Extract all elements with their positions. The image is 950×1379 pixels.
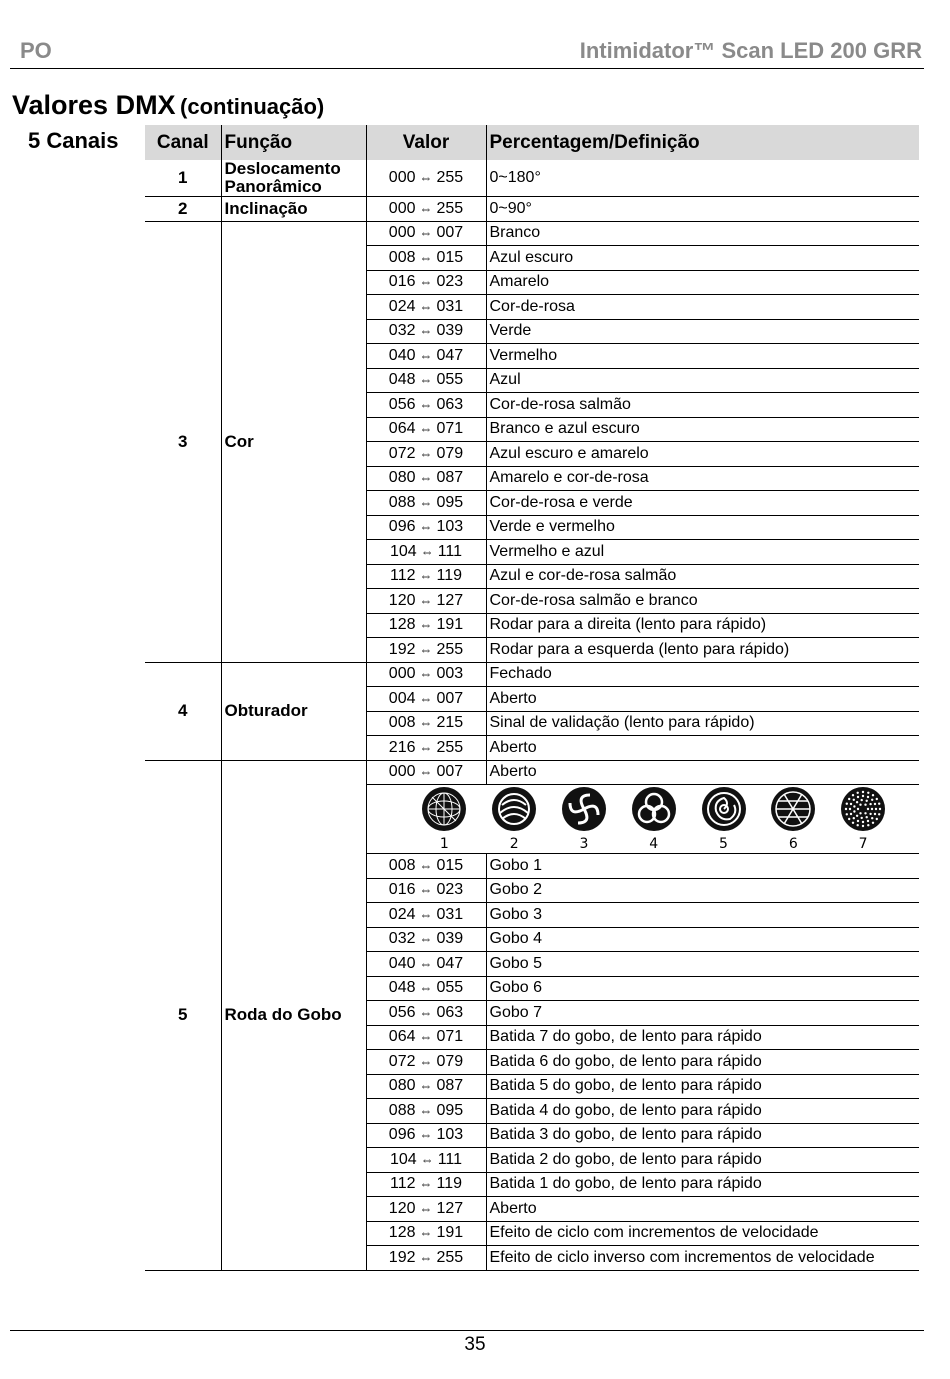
range-arrow-icon: ⇔ [419,1004,433,1020]
gobo-number: 2 [509,836,519,852]
range-start: 000 [388,763,416,781]
range-end: 007 [436,689,464,707]
header-language: PO [20,38,52,63]
dmx-value-range [366,393,486,418]
column-header-funcao: Função [221,125,366,160]
range-arrow-icon: ⇔ [419,396,433,412]
range-end: 003 [436,665,464,683]
dmx-values-table [145,125,919,1271]
channel-number: 1 [145,160,221,197]
value-definition: 0~90° [486,197,919,222]
range-arrow-icon: ⇔ [419,764,433,780]
value-definition: Verde [486,319,919,344]
dmx-value-range [366,1099,486,1124]
range-end: 095 [436,1101,464,1119]
value-definition: Vermelho e azul [486,540,919,565]
gobo-number: 5 [719,836,728,852]
range-arrow-icon: ⇔ [420,1151,434,1167]
range-start: 192 [388,1248,416,1266]
range-start: 056 [388,395,416,413]
range-start: 000 [388,665,416,683]
range-end: 087 [436,1077,464,1095]
range-start: 024 [388,297,416,315]
title-main: Valores DMX [12,90,176,120]
range-start: 112 [389,1175,416,1193]
dmx-value-range [366,976,486,1001]
range-end: 071 [436,1028,464,1046]
page-title [12,90,324,121]
table-body [145,160,919,1270]
range-start: 008 [388,856,416,874]
range-end: 127 [436,1199,464,1217]
channel-number: 4 [145,662,221,760]
page-number: 35 [464,1334,486,1355]
range-end: 191 [436,616,464,634]
range-arrow-icon: ⇔ [419,739,433,755]
dmx-value-range [366,221,486,246]
range-start: 128 [388,616,416,634]
value-definition: 0~180° [486,160,919,197]
range-end: 215 [436,714,464,732]
range-arrow-icon: ⇔ [419,617,433,633]
range-end: 071 [436,420,464,438]
header-product-name: Intimidator™ Scan LED 200 GRR [579,38,922,63]
range-arrow-icon: ⇔ [419,1078,433,1094]
range-arrow-icon: ⇔ [420,543,434,559]
range-start: 216 [388,738,416,756]
value-definition: Rodar para a esquerda (lento para rápido) [486,638,919,663]
range-start: 072 [388,1052,416,1070]
table-row [145,221,919,246]
range-start: 088 [388,1101,416,1119]
range-start: 048 [388,979,416,997]
dmx-value-range [366,466,486,491]
dmx-value-range [366,638,486,663]
range-end: 079 [436,1052,464,1070]
table-row [145,662,919,687]
dmx-value-range [366,760,486,785]
range-end: 127 [436,591,464,609]
range-arrow-icon: ⇔ [419,568,433,584]
range-end: 063 [436,1003,464,1021]
range-start: 000 [388,199,416,217]
value-definition: Batida 1 do gobo, de lento para rápido [486,1172,919,1197]
range-start: 048 [388,371,416,389]
footer-divider [10,1330,924,1331]
dmx-value-range [366,903,486,928]
range-end: 015 [436,856,464,874]
dmx-value-range [366,1001,486,1026]
range-start: 064 [388,1028,416,1046]
value-definition: Vermelho [486,344,919,369]
range-arrow-icon: ⇔ [419,494,433,510]
table-row [145,160,919,197]
channel-number: 3 [145,221,221,662]
gobo-item [414,785,474,853]
range-start: 112 [389,567,416,585]
gobo-item [833,785,893,853]
dmx-value-range [366,270,486,295]
dmx-value-range [366,613,486,638]
value-definition: Batida 2 do gobo, de lento para rápido [486,1148,919,1173]
range-arrow-icon: ⇔ [419,1176,433,1192]
range-start: 000 [388,169,416,186]
range-end: 023 [436,273,464,291]
range-arrow-icon: ⇔ [419,1127,433,1143]
gobo-wheel-images [366,785,919,854]
range-end: 191 [436,1224,464,1242]
range-arrow-icon: ⇔ [419,955,433,971]
range-arrow-icon: ⇔ [419,421,433,437]
range-arrow-icon: ⇔ [419,225,433,241]
range-start: 008 [388,248,416,266]
range-start: 128 [388,1224,416,1242]
value-definition: Batida 5 do gobo, de lento para rápido [486,1074,919,1099]
value-definition: Batida 4 do gobo, de lento para rápido [486,1099,919,1124]
range-start: 000 [388,224,416,242]
range-start: 032 [388,930,416,948]
dmx-value-range [366,1123,486,1148]
dmx-value-range [366,1197,486,1222]
range-start: 080 [388,1077,416,1095]
range-arrow-icon: ⇔ [419,690,433,706]
dmx-value-range [366,540,486,565]
range-end: 119 [436,1175,463,1193]
dmx-value-range [366,854,486,879]
column-header-canal: Canal [145,125,221,160]
channel-number: 5 [145,760,221,1270]
dmx-value-range [366,417,486,442]
range-end: 007 [436,763,464,781]
value-definition: Batida 6 do gobo, de lento para rápido [486,1050,919,1075]
range-arrow-icon: ⇔ [419,1102,433,1118]
dmx-value-range [366,564,486,589]
range-arrow-icon: ⇔ [419,980,433,996]
range-arrow-icon: ⇔ [419,519,433,535]
gobo-item [484,785,544,853]
dmx-value-range [366,368,486,393]
range-arrow-icon: ⇔ [419,1053,433,1069]
range-start: 096 [388,518,416,536]
value-definition: Gobo 3 [486,903,919,928]
dmx-value-range [366,736,486,761]
channel-function: Deslocamento Panorâmico [221,160,366,197]
range-end: 087 [436,469,464,487]
range-start: 004 [388,689,416,707]
range-end: 255 [436,199,464,217]
range-start: 040 [388,954,416,972]
dmx-value-range [366,952,486,977]
range-end: 055 [436,979,464,997]
range-arrow-icon: ⇔ [419,931,433,947]
range-end: 079 [436,444,464,462]
range-end: 111 [437,542,463,560]
range-end: 023 [436,881,464,899]
value-definition: Efeito de ciclo com incrementos de velocidade [486,1221,919,1246]
range-end: 119 [436,567,463,585]
range-end: 031 [436,297,464,315]
dmx-value-range [366,197,486,222]
value-definition: Batida 3 do gobo, de lento para rápido [486,1123,919,1148]
value-definition: Gobo 2 [486,878,919,903]
value-definition: Cor-de-rosa e verde [486,491,919,516]
value-definition: Rodar para a direita (lento para rápido) [486,613,919,638]
range-end: 015 [436,248,464,266]
value-definition: Amarelo e cor-de-rosa [486,466,919,491]
value-definition: Sinal de validação (lento para rápido) [486,711,919,736]
value-definition: Gobo 7 [486,1001,919,1026]
dmx-value-range [366,1148,486,1173]
channel-function: Obturador [221,662,366,760]
range-end: 047 [436,346,464,364]
value-definition: Gobo 4 [486,927,919,952]
gobo-list [370,785,917,853]
gobo-2-icon [490,785,538,833]
range-arrow-icon: ⇔ [419,1225,433,1241]
range-start: 008 [388,714,416,732]
dmx-value-range [366,1246,486,1271]
range-start: 024 [388,905,416,923]
range-end: 095 [436,493,464,511]
range-start: 016 [388,273,416,291]
gobo-number: 4 [649,836,659,852]
value-definition: Cor-de-rosa salmão e branco [486,589,919,614]
range-arrow-icon: ⇔ [419,1200,433,1216]
channel-number: 2 [145,197,221,222]
range-arrow-icon: ⇔ [419,298,433,314]
range-arrow-icon: ⇔ [419,715,433,731]
value-definition: Azul [486,368,919,393]
value-definition: Gobo 5 [486,952,919,977]
range-end: 063 [436,395,464,413]
dmx-value-range [366,344,486,369]
gobo-6-icon [769,785,817,833]
range-start: 096 [388,1126,416,1144]
gobo-number: 6 [788,836,798,852]
range-end: 111 [437,1150,463,1168]
dmx-value-range [366,687,486,712]
value-definition: Azul escuro e amarelo [486,442,919,467]
channel-function: Inclinação [221,197,366,222]
range-end: 103 [436,518,464,536]
value-definition: Verde e vermelho [486,515,919,540]
value-definition: Efeito de ciclo inverso com incrementos de velocidade [486,1246,919,1271]
value-definition: Azul escuro [486,246,919,271]
range-end: 255 [436,640,464,658]
dmx-value-range [366,1172,486,1197]
range-arrow-icon: ⇔ [419,1029,433,1045]
range-start: 064 [388,420,416,438]
section-subtitle: 5 Canais [28,128,119,153]
value-definition: Cor-de-rosa salmão [486,393,919,418]
dmx-value-range [366,878,486,903]
channel-function: Cor [221,221,366,662]
table-header-row [145,125,919,160]
gobo-item [694,785,754,853]
column-header-valor: Valor [366,125,486,160]
dmx-value-range [366,160,486,197]
dmx-value-range [366,442,486,467]
gobo-7-icon [839,785,887,833]
range-start: 104 [389,542,417,560]
gobo-number: 1 [439,836,449,852]
range-start: 192 [388,640,416,658]
range-arrow-icon: ⇔ [419,1249,433,1265]
title-continuation: (continuação) [180,94,325,119]
value-definition: Batida 7 do gobo, de lento para rápido [486,1025,919,1050]
range-start: 120 [388,591,416,609]
dmx-value-range [366,1050,486,1075]
header-divider [10,68,924,69]
dmx-value-range [366,711,486,736]
range-start: 120 [388,1199,416,1217]
range-arrow-icon: ⇔ [419,274,433,290]
range-start: 032 [388,322,416,340]
dmx-value-range [366,589,486,614]
range-arrow-icon: ⇔ [419,200,433,216]
gobo-item [763,785,823,853]
value-definition: Aberto [486,736,919,761]
dmx-value-range [366,295,486,320]
gobo-item [554,785,614,853]
gobo-5-icon [700,785,748,833]
value-definition: Aberto [486,1197,919,1222]
dmx-value-range [366,515,486,540]
range-end: 039 [436,930,464,948]
range-start: 016 [388,881,416,899]
channel-function: Roda do Gobo [221,760,366,1270]
value-definition: Cor-de-rosa [486,295,919,320]
range-end: 255 [436,169,464,186]
range-end: 255 [436,1248,464,1266]
dmx-value-range [366,662,486,687]
range-arrow-icon: ⇔ [419,372,433,388]
value-definition: Branco e azul escuro [486,417,919,442]
table-row [145,760,919,785]
range-arrow-icon: ⇔ [419,857,433,873]
range-arrow-icon: ⇔ [419,170,433,185]
gobo-number: 3 [579,836,589,852]
range-arrow-icon: ⇔ [419,906,433,922]
range-start: 072 [388,444,416,462]
range-arrow-icon: ⇔ [419,592,433,608]
value-definition: Gobo 6 [486,976,919,1001]
column-header-definicao: Percentagem/Definição [486,125,919,160]
value-definition: Azul e cor-de-rosa salmão [486,564,919,589]
value-definition: Amarelo [486,270,919,295]
range-arrow-icon: ⇔ [419,470,433,486]
range-end: 031 [436,905,464,923]
gobo-number: 7 [858,836,868,852]
dmx-value-range [366,319,486,344]
gobo-4-icon [630,785,678,833]
range-start: 088 [388,493,416,511]
dmx-value-range [366,927,486,952]
range-arrow-icon: ⇔ [419,641,433,657]
range-start: 056 [388,1003,416,1021]
dmx-value-range [366,491,486,516]
value-definition: Gobo 1 [486,854,919,879]
range-arrow-icon: ⇔ [419,882,433,898]
range-arrow-icon: ⇔ [419,323,433,339]
dmx-value-range [366,1074,486,1099]
range-end: 039 [436,322,464,340]
range-end: 007 [436,224,464,242]
dmx-value-range [366,1221,486,1246]
dmx-value-range [366,1025,486,1050]
value-definition: Branco [486,221,919,246]
range-end: 047 [436,954,464,972]
range-arrow-icon: ⇔ [419,249,433,265]
range-end: 255 [436,738,464,756]
range-start: 080 [388,469,416,487]
table-row [145,197,919,222]
range-end: 103 [436,1126,464,1144]
range-end: 055 [436,371,464,389]
range-start: 104 [389,1150,417,1168]
range-arrow-icon: ⇔ [419,347,433,363]
range-arrow-icon: ⇔ [419,445,433,461]
value-definition: Fechado [486,662,919,687]
gobo-1-icon [420,785,468,833]
value-definition: Aberto [486,760,919,785]
gobo-item [624,785,684,853]
range-start: 040 [388,346,416,364]
dmx-value-range [366,246,486,271]
gobo-3-icon [560,785,608,833]
range-arrow-icon: ⇔ [419,666,433,682]
value-definition: Aberto [486,687,919,712]
